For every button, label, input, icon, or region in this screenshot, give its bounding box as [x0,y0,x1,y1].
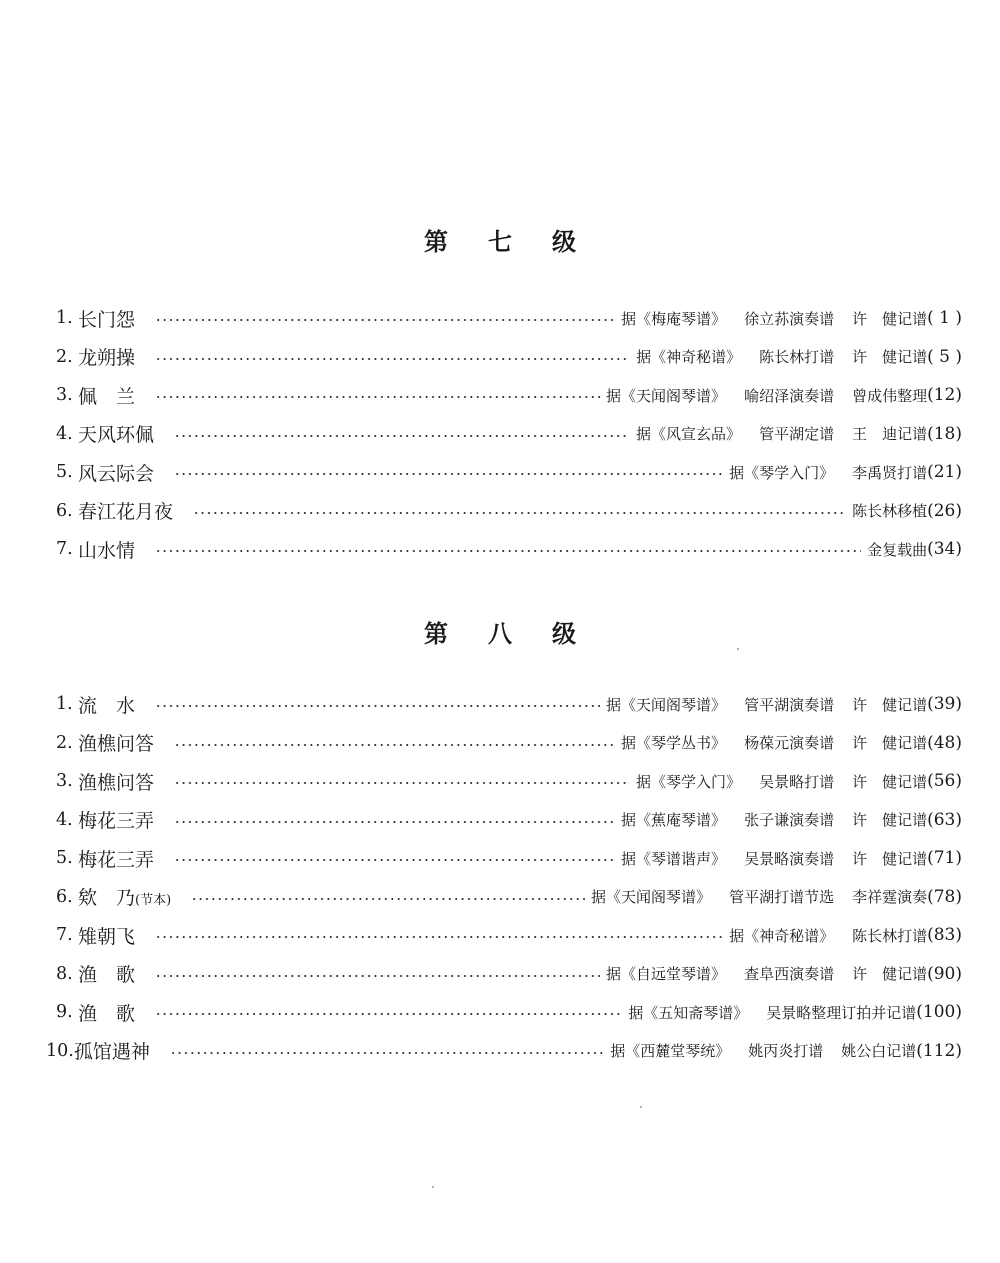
section-title-char: 第 [424,228,448,256]
entry-source-part: 许 健记谱 [852,965,928,984]
entry-title [74,1037,164,1064]
entry-source [621,848,927,869]
toc-entry [56,839,962,878]
entry-source-part: 陈长林移植 [852,502,928,521]
entry-source-part: 据《琴学入门》 [729,463,835,482]
entry-number: 10. [46,1040,74,1061]
entry-title [78,459,168,486]
entry-number: 5. [56,462,73,483]
dot-leader [155,358,630,360]
entry-source [729,462,927,483]
entry-source [621,308,927,329]
entry-source-part: 据《琴谱谐声》 [621,849,727,868]
entry-source-part: 管平湖定谱 [759,425,835,444]
entry-title-text: 梅花三弄 [78,810,155,833]
entry-number: 3. [56,771,73,792]
entry-title [78,420,168,447]
entry-source [621,732,927,753]
entry-page-number: (83) [927,925,962,946]
entry-source-part: 喻绍泽演奏谱 [744,386,835,405]
entry-title-text: 渔 歌 [78,964,136,987]
entry-page-number: (63) [927,809,962,830]
entry-title-text: 雉朝飞 [78,925,136,948]
entry-source [636,423,927,444]
entry-number: 7. [56,925,73,946]
entry-title-text: 孤馆遇神 [73,1041,150,1064]
entry-title-text: 渔 歌 [78,1002,136,1025]
entry-source [628,1002,916,1023]
entry-number: 2. [56,732,73,753]
entry-page-number: ( 5 ) [927,346,962,367]
entry-page-number: (12) [927,385,962,406]
entry-title [78,999,149,1026]
scan-speck [640,1106,642,1108]
entry-title [78,729,168,756]
entry-source [852,500,927,521]
dot-leader [155,1013,622,1015]
toc-entry [56,993,962,1032]
entry-number: 9. [56,1002,73,1023]
toc-list-level-7 [56,299,962,569]
entry-page-number: (112) [916,1040,962,1061]
entry-page-number: (71) [927,848,962,869]
entry-number: 3. [56,385,73,406]
entry-page-number: (34) [927,539,962,560]
entry-source [636,346,927,367]
entry-title-text: 天风环佩 [78,424,155,447]
dot-leader [174,859,615,861]
entry-source [729,925,927,946]
dot-leader [174,782,630,784]
entry-source-part: 金复载曲 [867,540,928,559]
toc-entry [56,299,962,338]
entry-source-part: 许 健记谱 [852,734,928,753]
entry-number: 8. [56,963,73,984]
entry-source-part: 据《天闻阁琴谱》 [606,695,727,714]
entry-number: 6. [56,500,73,521]
entry-source [606,694,927,715]
dot-leader [174,744,615,746]
dot-leader [155,936,723,938]
entry-source-part: 姚公白记谱 [841,1042,917,1061]
toc-list-level-8 [46,685,962,1070]
entry-title [78,768,168,795]
entry-title-text: 山水情 [78,539,136,562]
entry-source [606,385,927,406]
section-title-char: 级 [552,620,576,648]
entry-number: 2. [56,346,73,367]
entry-number: 4. [56,423,73,444]
entry-source-part: 吴景略整理订拍并记谱 [766,1003,917,1022]
entry-page-number: (100) [916,1002,962,1023]
entry-number: 4. [56,809,73,830]
entry-source [591,886,927,907]
section-title-level-8 [0,614,1000,649]
section-title-char: 七 [488,228,512,256]
entry-number: 5. [56,848,73,869]
section-title-char: 八 [488,620,512,648]
section-title-level-7 [0,222,1000,257]
entry-page-number: ( 1 ) [927,308,962,329]
entry-source-part: 许 健记谱 [852,348,928,367]
entry-page-number: (39) [927,694,962,715]
entry-title-text: 渔樵问答 [78,733,155,756]
dot-leader [191,898,585,900]
entry-source-part: 张子谦演奏谱 [744,811,835,830]
toc-entry [56,492,962,531]
dot-leader [174,821,615,823]
dot-leader [174,435,630,437]
entry-number: 6. [56,886,73,907]
entry-source [636,771,927,792]
entry-title-text: 长门怨 [78,308,136,331]
entry-page-number: (78) [927,886,962,907]
entry-title [78,845,168,872]
entry-page-number: (21) [927,462,962,483]
scan-speck [432,1186,434,1188]
entry-title [78,806,168,833]
dot-leader [155,319,615,321]
entry-source-part: 许 健记谱 [852,811,928,830]
entry-source-part: 李祥霆演奏 [852,888,928,907]
toc-entry [56,801,962,840]
entry-title-text: 渔樵问答 [78,771,155,794]
toc-entry [56,955,962,994]
entry-source [610,1040,916,1061]
entry-source-part: 据《五知斋琴谱》 [628,1003,749,1022]
entry-source-part: 杨葆元演奏谱 [744,734,835,753]
entry-title-text: 欸 乃 [78,887,136,910]
entry-title [78,960,149,987]
toc-entry [56,724,962,763]
section-title-char: 级 [552,228,576,256]
entry-source-part: 据《神奇秘谱》 [636,348,742,367]
entry-title [78,536,149,563]
entry-source-part: 陈长林打谱 [759,348,835,367]
toc-entry [56,685,962,724]
entry-source-part: 许 健记谱 [852,309,928,328]
entry-source-part: 据《琴学入门》 [636,772,742,791]
entry-source-part: 陈长林打谱 [852,926,928,945]
entry-source-part: 据《蕉庵琴谱》 [621,811,727,830]
entry-title-text: 春江花月夜 [78,501,174,524]
entry-page-number: (56) [927,771,962,792]
entry-source-part: 李禹贤打谱 [852,463,928,482]
entry-page-number: (90) [927,963,962,984]
entry-page-number: (48) [927,732,962,753]
entry-number: 7. [56,539,73,560]
toc-entry [56,453,962,492]
toc-entry [56,415,962,454]
entry-title-text: 流 水 [78,694,136,717]
entry-source-part: 许 健记谱 [852,849,928,868]
entry-title-text: 龙朔操 [78,347,136,370]
entry-source-part: 姚丙炎打谱 [748,1042,824,1061]
entry-title [78,382,149,409]
entry-source-part: 许 健记谱 [852,772,928,791]
toc-entry [56,338,962,377]
entry-page-number: (26) [927,500,962,521]
toc-entry [56,878,962,917]
entry-title [78,883,185,910]
entry-title [78,497,187,524]
entry-page-number: (18) [927,423,962,444]
entry-number: 1. [56,308,73,329]
entry-source [867,539,927,560]
toc-entry [56,530,962,569]
entry-source-part: 查阜西演奏谱 [744,965,835,984]
section-title-char: 第 [424,620,448,648]
entry-source-part: 管平湖演奏谱 [744,695,835,714]
dot-leader [155,550,861,552]
entry-source-part: 曾成伟整理 [852,386,928,405]
entry-source-part: 据《风宣玄品》 [636,425,742,444]
toc-entry [46,1032,962,1071]
toc-entry [56,376,962,415]
entry-title [78,691,149,718]
entry-source-part: 据《神奇秘谱》 [729,926,835,945]
entry-source-part: 许 健记谱 [852,695,928,714]
entry-source-part: 据《自远堂琴谱》 [606,965,727,984]
toc-entry [56,916,962,955]
entry-title-note: (节本) [135,893,172,909]
entry-title [78,343,149,370]
dot-leader [174,473,723,475]
entry-source-part: 据《天闻阁琴谱》 [591,888,712,907]
entry-source [621,809,927,830]
entry-number: 1. [56,694,73,715]
dot-leader [155,396,600,398]
entry-source [606,963,927,984]
entry-source-part: 据《西麓堂琴统》 [610,1042,731,1061]
entry-source-part: 徐立荪演奏谱 [744,309,835,328]
toc-entry [56,762,962,801]
entry-source-part: 管平湖打谱节选 [729,888,835,907]
dot-leader [170,1052,604,1054]
dot-leader [155,975,600,977]
entry-source-part: 吴景略演奏谱 [744,849,835,868]
entry-source-part: 据《琴学丛书》 [621,734,727,753]
entry-title-text: 风云际会 [78,462,155,485]
entry-title [78,305,149,332]
entry-source-part: 据《天闻阁琴谱》 [606,386,727,405]
dot-leader [193,512,846,514]
entry-title [78,922,149,949]
entry-source-part: 据《梅庵琴谱》 [621,309,727,328]
entry-source-part: 王 迪记谱 [852,425,928,444]
dot-leader [155,705,600,707]
entry-title-text: 梅花三弄 [78,848,155,871]
scan-speck [737,648,739,650]
entry-title-text: 佩 兰 [78,385,136,408]
entry-source-part: 吴景略打谱 [759,772,835,791]
